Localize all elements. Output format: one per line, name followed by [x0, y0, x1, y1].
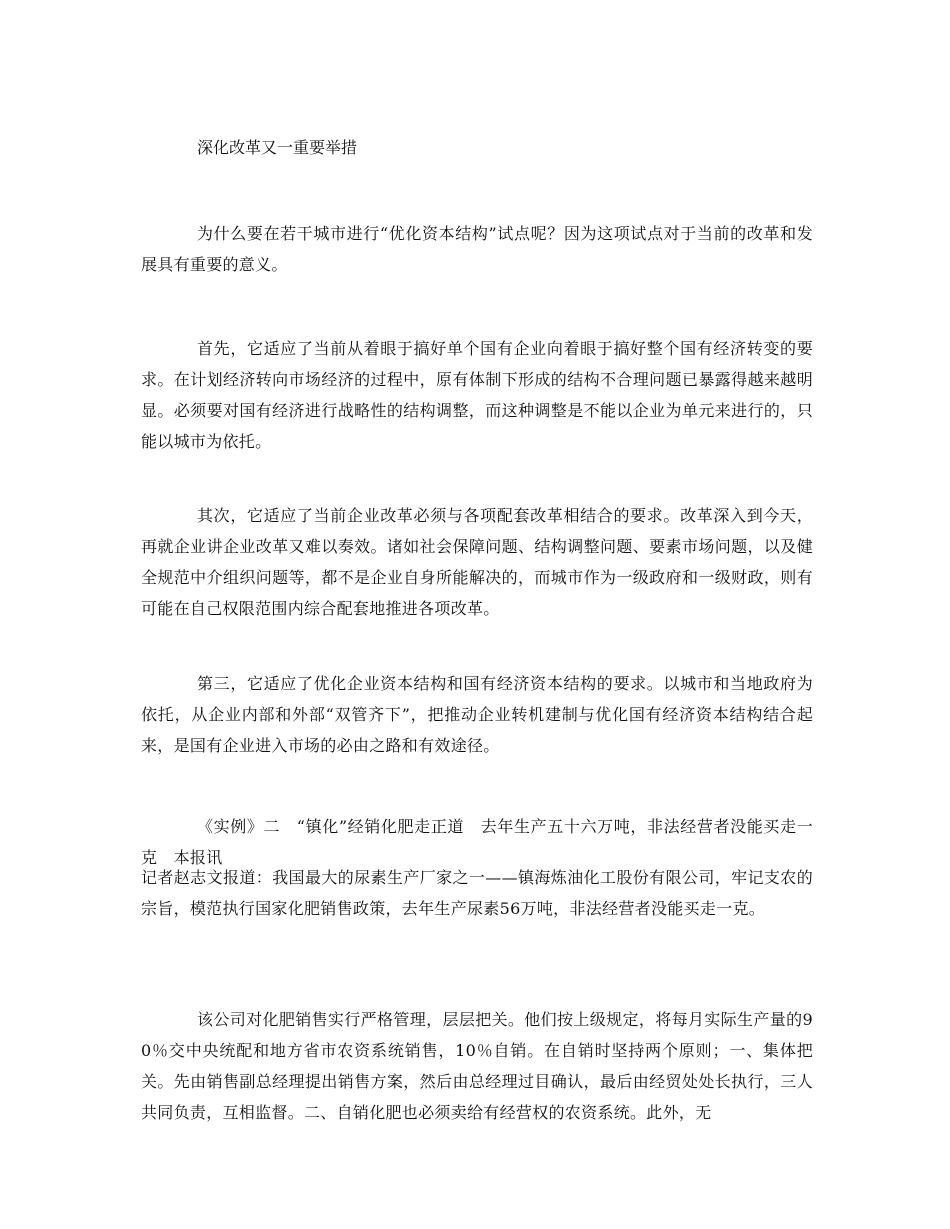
paragraph-report: 记者赵志文报道：我国最大的尿素生产厂家之一——镇海炼油化工股份有限公司，牢记支农的宗旨，模范执行国家化肥销售政策，去年生产尿素56万吨，非法经营者没能买走一克。: [141, 868, 813, 918]
paragraph-intro: 为什么要在若干城市进行“优化资本结构”试点呢？因为这项试点对于当前的改革和发展具有重要的意义。: [141, 224, 813, 274]
paragraph-third-point: 第三，它适应了优化企业资本结构和国有经济资本结构的要求。以城市和当地政府为依托，从企业内部和外部“双管齐下”，把推动企业转机建制与优化国有经济资本结构结合起来，是国有企业进入市场的必由之路和有效途径。: [141, 674, 813, 755]
paragraph-sales-management: 该公司对化肥销售实行严格管理，层层把关。他们按上级规定，将每月实际生产量的90％交中央统配和地方省市农资系统销售，10％自销。在自销时坚持两个原则；一、集体把关。先由销售副总经理提出销售方案，然后由总经理过目确认，最后由经贸处处长执行，三人共同负责，互相监督。二、自销化肥也必须卖给有经营权的农资系统。此外，无: [141, 1010, 813, 1122]
paragraph-first-point: 首先，它适应了当前从着眼于搞好单个国有企业向着眼于搞好整个国有经济转变的要求。在计划经济转向市场经济的过程中，原有体制下形成的结构不合理问题已暴露得越来越明显。必须要对国有经济进行战略性的结构调整，而这种调整是不能以企业为单元来进行的，只能以城市为依托。: [141, 339, 813, 451]
paragraph-example-headline: 《实例》二 “镇化”经销化肥走正道 去年生产五十六万吨，非法经营者没能买走一克 本报讯: [141, 817, 813, 867]
paragraph-second-point: 其次，它适应了当前企业改革必须与各项配套改革相结合的要求。改革深入到今天，再就企业讲企业改革又难以奏效。诸如社会保障问题、结构调整问题、要素市场问题，以及健全规范中介组织问题等，都不是企业自身所能解决的，而城市作为一级政府和一级财政，则有可能在自己权限范围内综合配套地推进各项改革。: [141, 506, 813, 618]
document-title: 深化改革又一重要举措: [197, 138, 358, 157]
